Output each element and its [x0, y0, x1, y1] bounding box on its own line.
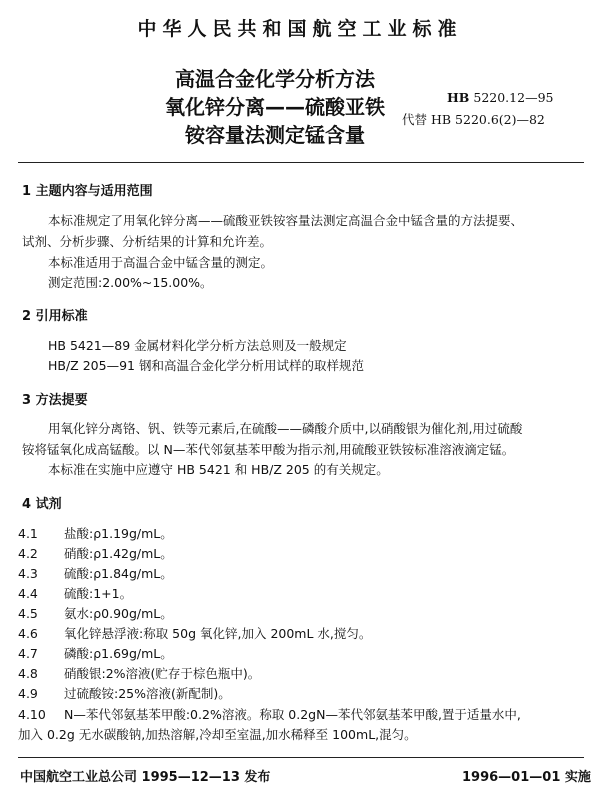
- section-1-paragraph-1b: 试剂、分析步骤、分析结果的计算和允许差。: [22, 234, 273, 249]
- standard-code: 5220.12—95: [473, 90, 554, 105]
- footer-divider: [18, 757, 584, 758]
- issuing-body-header: 中华人民共和国航空工业标准: [137, 18, 463, 40]
- header-divider: [18, 162, 584, 163]
- reagent-item: [18, 584, 132, 602]
- section-1-paragraph-2: 本标准适用于高温合金中锰含量的测定。: [48, 255, 274, 270]
- reagent-number: 4.3: [18, 566, 38, 581]
- section-1-paragraph-3: 测定范围:2.00%~15.00%。: [48, 275, 213, 290]
- section-4-heading: 4 试剂: [22, 497, 62, 512]
- reagent-text: 盐酸:ρ1.19g/mL。: [64, 526, 173, 541]
- reagent-text: 硝酸:ρ1.42g/mL。: [64, 546, 173, 561]
- reagent-number: 4.9: [18, 686, 38, 701]
- reagent-text: N—苯代邻氨基苯甲酸:0.2%溶液。称取 0.2gN—苯代邻氨基苯甲酸,置于适量水中,: [64, 707, 521, 722]
- effective-date: 1996—01—01 实施: [462, 770, 591, 785]
- title-line-2: 氧化锌分离——硫酸亚铁: [165, 95, 385, 119]
- reference-standard-1: HB 5421—89 金属材料化学分析方法总则及一般规定: [48, 338, 347, 353]
- section-3-paragraph-1b: 铵将锰氧化成高锰酸。以 N—苯代邻氨基苯甲酸为指示剂,用硫酸亚铁铵标准溶液滴定锰。: [22, 442, 515, 457]
- title-line-3: 铵容量法测定锰含量: [185, 123, 365, 147]
- reagent-item: [18, 564, 173, 582]
- section-1-paragraph-1a: 本标准规定了用氧化锌分离——硫酸亚铁铵容量法测定高温合金中锰含量的方法提要、: [48, 213, 524, 228]
- reagent-number: 4.7: [18, 646, 38, 661]
- reagent-item: [18, 684, 231, 702]
- reagent-number: 4.4: [18, 586, 38, 601]
- reagent-number: 4.6: [18, 626, 38, 641]
- reagent-number: 4.2: [18, 546, 38, 561]
- reagent-item-continuation: 加入 0.2g 无水碳酸钠,加热溶解,冷却至室温,加水稀释至 100mL,混匀。: [18, 727, 417, 742]
- reagent-item: [18, 644, 173, 662]
- standard-prefix: HB: [447, 90, 470, 105]
- reagent-item: [18, 705, 521, 723]
- reagent-number: 4.10: [18, 707, 46, 722]
- section-2-heading: 2 引用标准: [22, 309, 88, 324]
- section-1-heading: 1 主题内容与适用范围: [22, 184, 153, 199]
- reagent-item: [18, 604, 173, 622]
- reagent-number: 4.8: [18, 666, 38, 681]
- standard-number: [447, 90, 553, 105]
- reference-standard-2: HB/Z 205—91 钢和高温合金化学分析用试样的取样规范: [48, 358, 364, 373]
- title-line-1: 高温合金化学分析方法: [175, 67, 375, 91]
- reagent-text: 氧化锌悬浮液:称取 50g 氧化锌,加入 200mL 水,搅匀。: [64, 626, 372, 641]
- reagent-text: 过硫酸铵:25%溶液(新配制)。: [64, 686, 231, 701]
- reagent-text: 磷酸:ρ1.69g/mL。: [64, 646, 173, 661]
- reagent-text: 氨水:ρ0.90g/mL。: [64, 606, 173, 621]
- reagent-text: 硫酸:ρ1.84g/mL。: [64, 566, 173, 581]
- section-3-paragraph-1a: 用氧化锌分离铬、钒、铁等元素后,在硫酸——磷酸介质中,以硝酸银为催化剂,用过硫酸: [48, 421, 523, 436]
- reagent-text: 硝酸银:2%溶液(贮存于棕色瓶中)。: [64, 666, 261, 681]
- reagent-number: 4.5: [18, 606, 38, 621]
- reagent-item: [18, 664, 260, 682]
- section-3-heading: 3 方法提要: [22, 393, 88, 408]
- issue-date: 中国航空工业总公司 1995—12—13 发布: [20, 770, 271, 785]
- reagent-text: 硫酸:1+1。: [64, 586, 133, 601]
- reagent-item: [18, 624, 371, 642]
- section-3-paragraph-2: 本标准在实施中应遵守 HB 5421 和 HB/Z 205 的有关规定。: [48, 462, 389, 477]
- replaces-standard: 代替 HB 5220.6(2)—82: [402, 112, 545, 127]
- reagent-item: [18, 544, 173, 562]
- reagent-item: [18, 524, 173, 542]
- reagent-number: 4.1: [18, 526, 38, 541]
